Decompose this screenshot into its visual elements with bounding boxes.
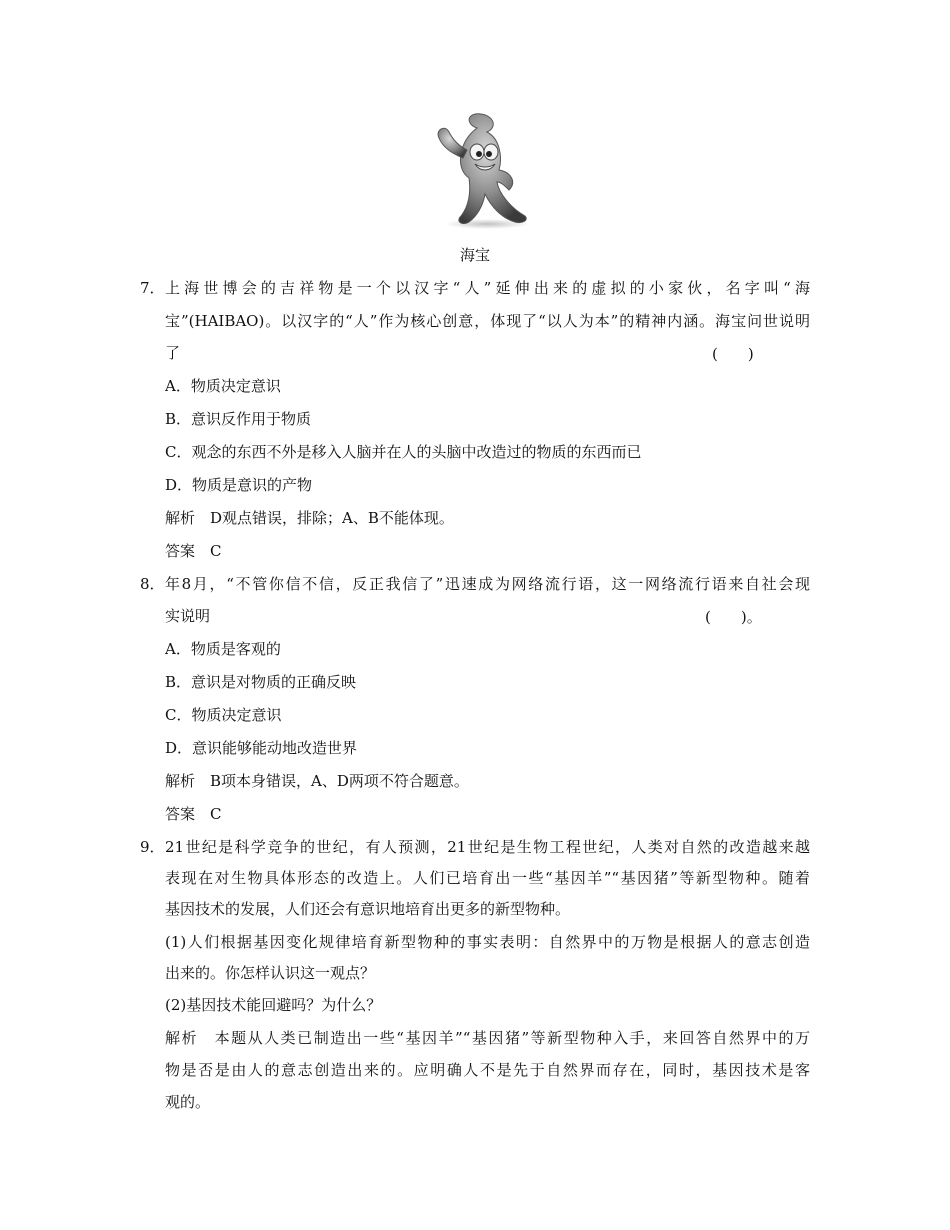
question-8-answer: 答案 C: [165, 805, 222, 823]
question-7-answer-bracket: ( ): [712, 345, 754, 363]
question-7-stem-line-3: 了: [165, 344, 181, 362]
mascot-caption: 海宝: [459, 246, 490, 264]
question-7-analysis: 解析 D观点错误，排除；A、B不能体现。: [165, 509, 454, 527]
question-9-sub-question-1-line-2: 出来的。你怎样认识这一观点？: [165, 964, 376, 982]
question-7-option-c: C．观念的东西不外是移入人脑并在人的头脑中改造过的物质的东西而已: [165, 443, 642, 461]
question-8-option-a: A．物质是客观的: [165, 640, 281, 658]
question-7-option-a: A．物质决定意识: [165, 377, 281, 395]
question-8-number: 8．: [140, 575, 165, 593]
question-8-option-c: C．物质决定意识: [165, 706, 282, 724]
question-8-answer-bracket: ( )。: [705, 608, 762, 626]
question-7-stem-line-2: 宝”(HAIBAO)。以汉字的“人”作为核心创意，体现了“以人为本”的精神内涵。海宝问世说明: [165, 312, 810, 330]
question-7-number: 7．: [140, 279, 165, 297]
question-9-analysis-line-1: 解析 本题从人类已制造出一些“基因羊”“基因猪”等新型物种入手，来回答自然界中的万: [165, 1029, 810, 1047]
question-9-stem-line-3: 基因技术的发展，人们还会有意识地培育出更多的新型物种。: [165, 900, 571, 918]
question-8-analysis: 解析 B项本身错误，A、D两项不符合题意。: [165, 772, 469, 790]
question-9-number: 9．: [140, 838, 165, 856]
question-7-option-b: B．意识反作用于物质: [165, 410, 312, 428]
question-9-stem-line-1: 21世纪是科学竞争的世纪，有人预测，21世纪是生物工程世纪，人类对自然的改造越来越: [165, 838, 810, 856]
question-9-sub-question-1-line-1: (1)人们根据基因变化规律培育新型物种的事实表明：自然界中的万物是根据人的意志创造: [165, 933, 810, 951]
question-9-sub-question-2: (2)基因技术能回避吗？为什么？: [165, 996, 382, 1014]
question-7-answer: 答案 C: [165, 542, 222, 560]
question-7-stem-line-1: 上海世博会的吉祥物是一个以汉字“人”延伸出来的虚拟的小家伙，名字叫“海: [165, 279, 810, 297]
question-8-option-b: B．意识是对物质的正确反映: [165, 673, 357, 691]
question-7-option-d: D．物质是意识的产物: [165, 476, 313, 494]
question-9-analysis-line-3: 观的。: [165, 1093, 211, 1111]
question-9-analysis-line-2: 物是否是由人的意志创造出来的。应明确人不是先于自然界而存在，同时，基因技术是客: [165, 1061, 810, 1079]
question-8-stem-line-1: 年8月，“不管你信不信，反正我信了”迅速成为网络流行语，这一网络流行语来自社会现: [165, 575, 810, 593]
question-9-stem-line-2: 表现在对生物具体形态的改造上。人们已培育出一些“基因羊”“基因猪”等新型物种。随着: [165, 869, 810, 887]
question-8-option-d: D．意识能够能动地改造世界: [165, 739, 358, 757]
haibao-mascot-icon: [425, 108, 543, 230]
question-8-stem-line-2: 实说明: [165, 607, 211, 625]
